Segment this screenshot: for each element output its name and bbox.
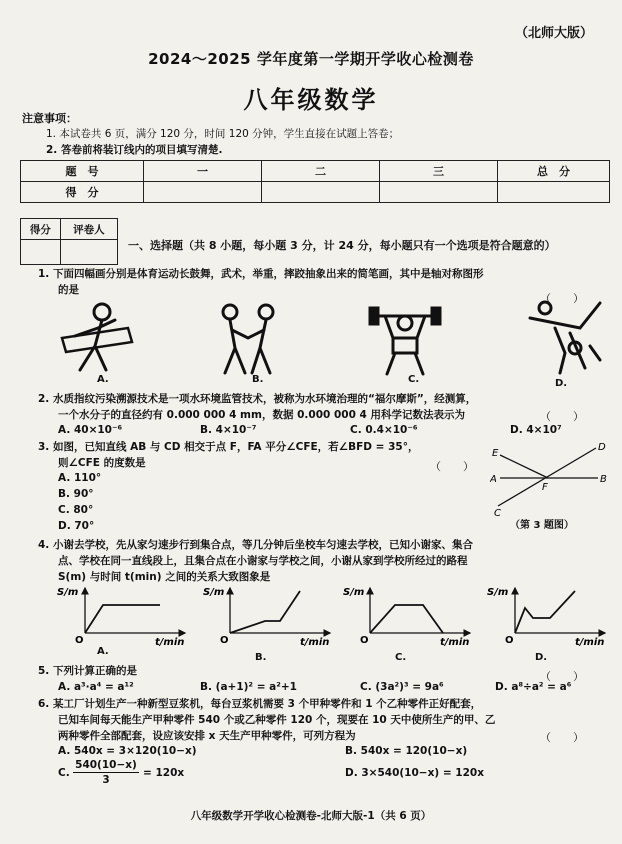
q6-option-c-denominator: 3 — [102, 774, 110, 786]
origin-label: O — [75, 635, 84, 646]
q6-option-c-rhs: = 120x — [143, 767, 185, 779]
q3-option-c[interactable]: C. 80° — [58, 504, 94, 516]
question-6-text: 6. 某工厂计划生产一种新型豆浆机，每台豆浆机需要 3 个甲种零件和 1 个乙种零件正好配套， — [38, 698, 482, 710]
note-item: 2. 答卷前将装订线内的项目填写清楚. — [46, 144, 223, 156]
score-table-header: 三 — [380, 161, 498, 182]
answer-paren[interactable]: （ ） — [540, 731, 584, 744]
note-item: 1. 本试卷共 6 页，满分 120 分，时间 120 分钟，学生直接在试题上答卷； — [46, 128, 400, 140]
point-e: E — [492, 448, 499, 459]
q4-label-a: A. — [97, 646, 109, 657]
score-cell[interactable] — [262, 182, 380, 203]
score-table-header: 题 号 — [21, 161, 144, 182]
q1-label-c: C. — [408, 374, 420, 385]
grader-name-header: 评卷人 — [60, 219, 117, 240]
question-2-text: 一个水分子的直径约有 0.000 000 4 mm，数据 0.000 000 4 用科学记数法表示为 — [58, 409, 465, 421]
q2-option-d[interactable]: D. 4×10⁷ — [510, 424, 562, 436]
q1-figures — [60, 298, 620, 380]
question-4-text: 4. 小谢去学校，先从家匀速步行到集合点，等几分钟后坐校车匀速去学校，已知小谢家、集合 — [38, 539, 473, 551]
score-table-header: 二 — [262, 161, 380, 182]
section-heading: 一、选择题（共 8 小题，每小题 3 分，计 24 分，每小题只有一个选项是符合题意的） — [128, 239, 556, 252]
score-table — [20, 160, 610, 203]
answer-paren[interactable]: （ ） — [540, 670, 584, 683]
grader-score-header: 得分 — [21, 219, 61, 240]
q3-figure-caption: （第 3 题图） — [510, 520, 574, 531]
page-footer: 八年级数学开学收心检测卷-北师大版-1（共 6 页） — [190, 810, 432, 822]
q3-option-d[interactable]: D. 70° — [58, 520, 95, 532]
axis-x-label: t/min — [440, 637, 470, 648]
q6-option-b[interactable]: B. 540x = 120(10−x) — [345, 745, 468, 757]
point-c: C — [494, 508, 501, 519]
q5-option-b[interactable]: B. (a+1)² = a²+1 — [200, 681, 297, 693]
q3-figure — [490, 440, 615, 520]
q6-option-c-prefix[interactable]: C. — [58, 767, 70, 779]
q6-option-d[interactable]: D. 3×540(10−x) = 120x — [345, 767, 484, 779]
q3-option-a[interactable]: A. 110° — [58, 472, 102, 484]
graph-c — [370, 588, 470, 633]
axis-x-label: t/min — [300, 637, 330, 648]
q5-option-d[interactable]: D. a⁸÷a² = a⁶ — [495, 681, 572, 693]
graph-a — [85, 588, 185, 633]
score-table-label: 得 分 — [21, 182, 144, 203]
question-3-text: 3. 如图，已知直线 AB 与 CD 相交于点 F，FA 平分∠CFE，若∠BFD = 35°， — [38, 441, 419, 453]
figure-b-martial-arts — [223, 305, 273, 373]
q5-option-c[interactable]: C. (3a²)³ = 9a⁶ — [360, 681, 444, 693]
axis-x-label: t/min — [575, 637, 605, 648]
figure-c-weightlifting — [370, 308, 440, 374]
edition-label: （北师大版） — [515, 26, 594, 41]
question-2-text: 2. 水质指纹污染溯源技术是一项水环境监管技术，被称为水环境治理的“福尔摩斯”，经测算， — [38, 393, 477, 405]
question-3-text: 则∠CFE 的度数是 — [58, 457, 146, 469]
figure-d-wrestling — [530, 302, 600, 373]
question-6-text: 两种零件全部配套，设应该安排 x 天生产甲种零件，可列方程为 — [58, 730, 356, 742]
q1-label-a: A. — [97, 374, 109, 385]
question-4-text: S(m) 与时间 t(min) 之间的关系大致图象是 — [58, 571, 271, 583]
origin-label: O — [360, 635, 369, 646]
q2-option-a[interactable]: A. 40×10⁻⁶ — [58, 424, 123, 436]
q4-label-d: D. — [535, 652, 548, 663]
q4-graphs — [55, 583, 610, 658]
q3-option-b[interactable]: B. 90° — [58, 488, 94, 500]
point-b: B — [600, 474, 607, 485]
q6-option-c-numerator: 540(10−x) — [73, 759, 139, 773]
subject-title: 八年级数学 — [243, 86, 379, 114]
grader-score-cell[interactable] — [21, 240, 61, 265]
question-6-text: 已知车间每天能生产甲种零件 540 个或乙种零件 120 个，现要在 10 天中使所生产的甲、乙 — [58, 714, 496, 726]
question-5-text: 5. 下列计算正确的是 — [38, 665, 137, 677]
score-cell[interactable] — [144, 182, 262, 203]
point-d: D — [598, 442, 606, 453]
axis-y-label: S/m — [57, 587, 79, 598]
q2-option-c[interactable]: C. 0.4×10⁻⁶ — [350, 424, 418, 436]
question-4-text: 点、学校在同一直线段上，且集合点在小谢家与学校之间，小谢从家到学校所经过的路程 — [58, 555, 468, 567]
axis-y-label: S/m — [203, 587, 225, 598]
point-f: F — [542, 482, 548, 493]
grader-name-cell[interactable] — [60, 240, 117, 265]
answer-paren[interactable]: （ ） — [540, 292, 584, 305]
score-cell[interactable] — [498, 182, 610, 203]
point-a: A — [490, 474, 497, 485]
notes-heading: 注意事项： — [22, 112, 77, 125]
score-table-header: 总 分 — [498, 161, 610, 182]
origin-label: O — [505, 635, 514, 646]
q1-label-b: B. — [252, 374, 264, 385]
exam-title: 2024～2025 学年度第一学期开学收心检测卷 — [148, 50, 474, 68]
question-1-text: 1. 下面四幅画分别是体育运动长鼓舞，武术，举重，摔跤抽象出来的简笔画，其中是轴对称图形 — [38, 268, 484, 280]
q4-label-b: B. — [255, 652, 267, 663]
answer-paren[interactable]: （ ） — [430, 460, 474, 473]
q4-label-c: C. — [395, 652, 407, 663]
answer-paren[interactable]: （ ） — [540, 410, 584, 423]
origin-label: O — [220, 635, 229, 646]
q6-option-a[interactable]: A. 540x = 3×120(10−x) — [58, 745, 197, 757]
grader-table — [20, 218, 118, 265]
graph-d — [515, 588, 605, 633]
score-cell[interactable] — [380, 182, 498, 203]
axis-x-label: t/min — [155, 637, 185, 648]
question-1-text: 的是 — [58, 284, 79, 296]
q2-option-b[interactable]: B. 4×10⁻⁷ — [200, 424, 257, 436]
score-table-header: 一 — [144, 161, 262, 182]
figure-a-drum-dancer — [62, 304, 132, 370]
q5-option-a[interactable]: A. a³·a⁴ = a¹² — [58, 681, 134, 693]
axis-y-label: S/m — [487, 587, 509, 598]
graph-b — [230, 588, 330, 633]
axis-y-label: S/m — [343, 587, 365, 598]
q1-label-d: D. — [555, 378, 568, 389]
